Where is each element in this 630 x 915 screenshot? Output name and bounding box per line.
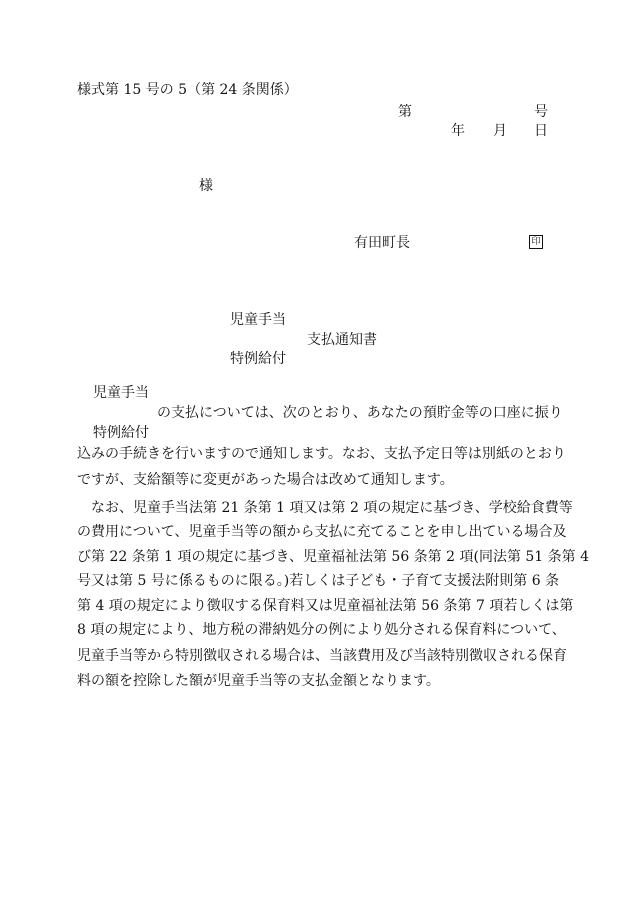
document-title: 支払通知書 [307, 332, 377, 348]
body-option-special-benefit: 特例給付 [93, 425, 149, 441]
seal-icon: 印 [529, 235, 543, 249]
sender-title: 有田町長 [354, 235, 410, 251]
body-line: の費用について、児童手当等の額から支払に充てることを申し出ている場合及 [77, 524, 567, 540]
date-year-label: 年 [451, 123, 465, 139]
body-option-child-allowance: 児童手当 [93, 385, 149, 401]
title-option-special-benefit: 特例給付 [230, 351, 286, 367]
body-line: 込みの手続きを行いますので通知します。なお、支払予定日等は別紙のとおり [77, 446, 566, 462]
body-first-line: の支払については、次のとおり、あなたの預貯金等の口座に振り [157, 405, 563, 421]
date-month-label: 月 [493, 123, 507, 139]
document-number-suffix: 号 [534, 104, 548, 120]
body-line: 児童手当等から特別徴収される場合は、当該費用及び当該特別徴収される保育 [77, 648, 567, 664]
body-line: なお、児童手当法第 21 条第 1 項又は第 2 項の規定に基づき、学校給食費等 [77, 500, 573, 516]
body-line: び第 22 条第 1 項の規定に基づき、児童福祉法第 56 条第 2 項(同法第 51 条第 4 [77, 549, 590, 565]
body-line: 号又は第 5 号に係るものに限る。)若しくは子ども・子育て支援法附則第 6 条 [77, 573, 560, 589]
document-number-prefix: 第 [398, 104, 412, 120]
date-day-label: 日 [534, 123, 548, 139]
body-line: ですが、支給額等に変更があった場合は改めて通知します。 [77, 472, 454, 488]
body-line: 第 4 項の規定により徴収する保育料又は児童福祉法第 56 条第 7 項若しくは第 [77, 598, 574, 614]
title-option-child-allowance: 児童手当 [230, 312, 286, 328]
body-line: 料の額を控除した額が児童手当等の支払金額となります。 [77, 673, 440, 689]
form-number: 様式第 15 号の 5（第 24 条関係） [77, 82, 298, 98]
body-line: 8 項の規定により、地方税の滞納処分の例により処分される保育料について、 [77, 622, 566, 638]
recipient-honorific: 様 [199, 178, 213, 194]
